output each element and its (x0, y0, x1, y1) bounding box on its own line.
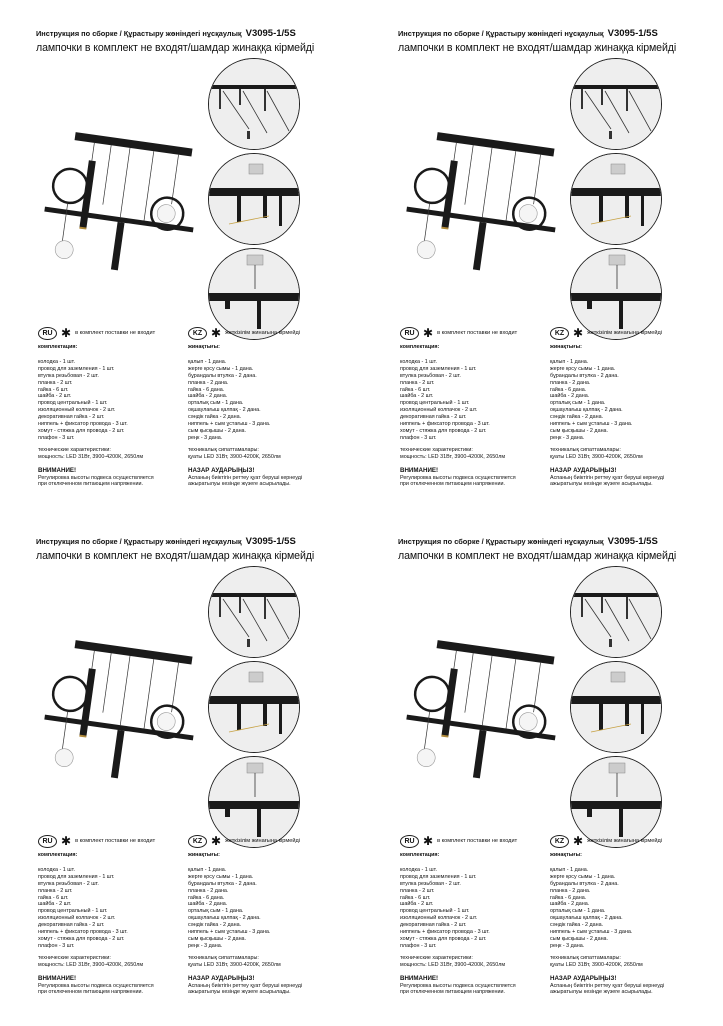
list-item: сәндік гайка - 2 дана. (550, 922, 604, 929)
kz-note: жеткізілім жинағына кірмейді (587, 837, 662, 844)
list-item: плафон - 3 шт. (38, 942, 75, 949)
list-item: орталық сым - 1 дана. (188, 908, 244, 915)
asterisk-icon: ✱ (211, 325, 222, 340)
list-item: колодка - 1 шт. (400, 358, 437, 365)
instruction-sheet (398, 28, 723, 518)
kz-warning-title: НАЗАР АУДАРЫҢЫЗ! (188, 974, 255, 982)
list-item: жерге қосу сымы - 1 дана. (550, 365, 616, 372)
kz-badge: KZ (550, 835, 569, 848)
list-item: шайба - 2 шт. (38, 393, 72, 400)
list-item: орталық сым - 1 дана. (550, 908, 606, 915)
ru-warning-title: ВНИМАНИЕ! (400, 974, 439, 982)
bulbs-note: лампочки в комплект не входят/шамдар жинаққа кірмейді (398, 550, 677, 562)
kz-warning-line: Аспаның биіктігін реттеу қуат беруші кернеуді (188, 474, 303, 481)
list-item: реңк - 3 дана. (550, 942, 585, 949)
ru-warning-title: ВНИМАНИЕ! (38, 466, 77, 474)
kz-badge: KZ (188, 835, 207, 848)
list-item: сәндік гайка - 2 дана. (188, 922, 242, 929)
sheet-header (36, 536, 376, 562)
detail-circle-top (208, 58, 300, 150)
list-item: гайка - 6 шт. (38, 894, 69, 901)
sheet-header (36, 28, 376, 54)
kz-warning-line: ажыратылуы кезінде жүзеге асырылады. (550, 481, 653, 488)
kz-note: жеткізілім жинағына кірмейді (587, 329, 662, 336)
kz-spec-value: қуаты LED 31Вт, 3900-4200К, 2650лм (188, 961, 281, 968)
bulbs-note: лампочки в комплект не входят/шамдар жинаққа кірмейді (398, 42, 677, 54)
ru-spec-value: мощность: LED 31Вт, 3900-4200К, 2650лм (38, 961, 144, 968)
ru-spec-value: мощность: LED 31Вт, 3900-4200К, 2650лм (38, 453, 144, 460)
asterisk-icon: ✱ (61, 325, 72, 340)
kz-spec-value: қуаты LED 31Вт, 3900-4200К, 2650лм (550, 961, 643, 968)
kz-warning-line: Аспаның биіктігін реттеу қуат беруші кернеуді (188, 982, 303, 989)
list-item: колодка - 1 шт. (38, 866, 75, 873)
kz-note: жеткізілім жинағына кірмейді (225, 837, 300, 844)
ru-badge: RU (38, 835, 57, 848)
list-item: хомут - стяжка для провода - 2 шт. (38, 935, 125, 942)
list-item: шайба - 2 дана. (188, 901, 228, 908)
model-code: V3095-1/5S (607, 536, 658, 547)
list-item: провод для заземления - 1 шт. (38, 873, 115, 880)
list-item: плафон - 3 шт. (400, 942, 437, 949)
ru-spec-value: мощность: LED 31Вт, 3900-4200К, 2650лм (400, 961, 506, 968)
detail-circle-middle (208, 153, 300, 245)
ru-spec-title: технические характеристики: (400, 446, 473, 453)
detail-circle-top (208, 566, 300, 658)
kz-contents-title: жинақтығы: (188, 344, 220, 350)
list-item: оқшаулағыш қалпақ - 2 дана. (188, 915, 261, 922)
bulbs-note: лампочки в комплект не входят/шамдар жинаққа кірмейді (36, 42, 315, 54)
header-title: Инструкция по сборке / Құрастыру жөніндегі нұсқаулық (398, 537, 604, 546)
bulbs-note: лампочки в комплект не входят/шамдар жинаққа кірмейді (36, 550, 315, 562)
list-item: бұрандалы втулка - 2 дана. (550, 880, 619, 887)
list-item: провод центральный - 1 шт. (400, 908, 470, 915)
kz-warning-line: Аспаның биіктігін реттеу қуат беруші кернеуді (550, 474, 665, 481)
kz-contents-title: жинақтығы: (550, 852, 582, 858)
list-item: ниппель + фиксатор провода - 3 шт. (38, 421, 128, 428)
ru-items (38, 867, 198, 950)
kz-note: жеткізілім жинағына кірмейді (225, 329, 300, 336)
ru-spec-title: технические характеристики: (38, 446, 111, 453)
list-item: қалып - 1 дана. (550, 358, 589, 365)
specification-block (398, 834, 723, 1026)
kz-warning-title: НАЗАР АУДАРЫҢЫЗ! (550, 466, 617, 474)
specification-block (398, 326, 723, 518)
ru-warning-line: Регулировка высоты подвеса осуществляется (38, 982, 154, 989)
list-item: ниппель + фиксатор провода - 3 шт. (400, 929, 490, 936)
list-item: провод для заземления - 1 шт. (400, 365, 477, 372)
ru-note: в комплект поставки не входит (437, 329, 518, 336)
ru-note: в комплект поставки не входит (437, 837, 518, 844)
kz-spec-title: техникалық сипаттамалары: (550, 446, 621, 453)
list-item: қалып - 1 дана. (550, 866, 589, 873)
list-item: гайка - 6 дана. (550, 386, 587, 393)
asterisk-icon: ✱ (61, 833, 72, 848)
list-item: провод для заземления - 1 шт. (400, 873, 477, 880)
list-item: сым қысқышы - 2 дана. (188, 935, 247, 942)
ru-warning-line: Регулировка высоты подвеса осуществляется (400, 474, 516, 481)
sheet-header (398, 536, 723, 562)
list-item: жерге қосу сымы - 1 дана. (188, 873, 254, 880)
ru-contents-title: комплектация: (38, 344, 78, 350)
list-item: гайка - 6 шт. (38, 386, 69, 393)
lamp-illustration (398, 78, 588, 308)
list-item: плафон - 3 шт. (400, 434, 437, 441)
list-item: хомут - стяжка для провода - 2 шт. (400, 935, 487, 942)
kz-column (550, 326, 720, 488)
ru-items (38, 359, 198, 442)
list-item: планка - 2 шт. (38, 379, 73, 386)
list-item: жерге қосу сымы - 1 дана. (550, 873, 616, 880)
ru-spec-title: технические характеристики: (38, 954, 111, 961)
kz-column (188, 834, 358, 996)
detail-circle-top (570, 566, 662, 658)
list-item: гайка - 6 шт. (400, 386, 431, 393)
list-item: втулка резьбовая - 2 шт. (38, 880, 99, 887)
kz-contents-title: жинақтығы: (550, 344, 582, 350)
ru-contents-title: комплектация: (38, 852, 78, 858)
ru-warning-line: Регулировка высоты подвеса осуществляется (400, 982, 516, 989)
header-title: Инструкция по сборке / Құрастыру жөніндегі нұсқаулық (398, 29, 604, 38)
sheet-header (398, 28, 723, 54)
list-item: плафон - 3 шт. (38, 434, 75, 441)
ru-warning-line: при отключенном питающем напряжении. (400, 481, 506, 488)
instruction-sheet (398, 536, 723, 1026)
kz-column (550, 834, 720, 996)
kz-spec-value: қуаты LED 31Вт, 3900-4200К, 2650лм (188, 453, 281, 460)
asterisk-icon: ✱ (423, 325, 434, 340)
asterisk-icon: ✱ (573, 833, 584, 848)
kz-warning-line: Аспаның биіктігін реттеу қуат беруші кернеуді (550, 982, 665, 989)
detail-circle-middle (570, 661, 662, 753)
list-item: изоляционный колпачок - 2 шт. (38, 407, 116, 414)
list-item: реңк - 3 дана. (550, 434, 585, 441)
list-item: ниппель + фиксатор провода - 3 шт. (400, 421, 490, 428)
list-item: шайба - 2 шт. (400, 901, 434, 908)
list-item: бұрандалы втулка - 2 дана. (550, 372, 619, 379)
kz-spec-title: техникалық сипаттамалары: (188, 954, 259, 961)
ru-contents-title: комплектация: (400, 344, 440, 350)
list-item: сым қысқышы - 2 дана. (550, 935, 609, 942)
kz-contents-title: жинақтығы: (188, 852, 220, 858)
model-code: V3095-1/5S (245, 28, 296, 39)
ru-badge: RU (38, 327, 57, 340)
header-title: Инструкция по сборке / Құрастыру жөніндегі нұсқаулық (36, 537, 242, 546)
ru-note: в комплект поставки не входит (75, 329, 156, 336)
list-item: изоляционный колпачок - 2 шт. (400, 407, 478, 414)
list-item: жерге қосу сымы - 1 дана. (188, 365, 254, 372)
kz-spec-title: техникалық сипаттамалары: (188, 446, 259, 453)
kz-badge: KZ (188, 327, 207, 340)
list-item: планка - 2 дана. (550, 379, 591, 386)
list-item: шайба - 2 дана. (550, 393, 590, 400)
ru-spec-title: технические характеристики: (400, 954, 473, 961)
list-item: втулка резьбовая - 2 шт. (400, 372, 461, 379)
list-item: қалып - 1 дана. (188, 866, 227, 873)
model-code: V3095-1/5S (245, 536, 296, 547)
list-item: декоративная гайка - 2 шт. (400, 414, 467, 421)
detail-circle-middle (208, 661, 300, 753)
kz-items (188, 359, 358, 442)
list-item: сәндік гайка - 2 дана. (188, 414, 242, 421)
list-item: планка - 2 дана. (550, 887, 591, 894)
list-item: изоляционный колпачок - 2 шт. (38, 915, 116, 922)
ru-column (400, 326, 560, 488)
specification-block (36, 834, 376, 1026)
ru-warning-title: ВНИМАНИЕ! (400, 466, 439, 474)
list-item: втулка резьбовая - 2 шт. (400, 880, 461, 887)
list-item: оқшаулағыш қалпақ - 2 дана. (550, 407, 623, 414)
list-item: шайба - 2 шт. (38, 901, 72, 908)
instruction-sheet (36, 536, 376, 1026)
list-item: планка - 2 дана. (188, 887, 229, 894)
list-item: провод для заземления - 1 шт. (38, 365, 115, 372)
list-item: сым қысқышы - 2 дана. (188, 427, 247, 434)
asterisk-icon: ✱ (423, 833, 434, 848)
ru-badge: RU (400, 327, 419, 340)
list-item: реңк - 3 дана. (188, 942, 223, 949)
list-item: декоративная гайка - 2 шт. (400, 922, 467, 929)
list-item: планка - 2 шт. (400, 379, 435, 386)
list-item: ниппель + сым ұстағыш - 3 дана. (188, 929, 271, 936)
list-item: хомут - стяжка для провода - 2 шт. (38, 427, 125, 434)
list-item: шайба - 2 дана. (550, 901, 590, 908)
lamp-illustration (398, 586, 588, 816)
list-item: колодка - 1 шт. (38, 358, 75, 365)
kz-items (188, 867, 358, 950)
ru-note: в комплект поставки не входит (75, 837, 156, 844)
list-item: декоративная гайка - 2 шт. (38, 414, 105, 421)
kz-warning-title: НАЗАР АУДАРЫҢЫЗ! (550, 974, 617, 982)
list-item: ниппель + сым ұстағыш - 3 дана. (550, 929, 633, 936)
kz-column (188, 326, 358, 488)
ru-warning-line: при отключенном питающем напряжении. (400, 989, 506, 996)
kz-warning-line: ажыратылуы кезінде жүзеге асырылады. (188, 989, 291, 996)
specification-block (36, 326, 376, 518)
ru-column (38, 834, 198, 996)
detail-circle-middle (570, 153, 662, 245)
list-item: изоляционный колпачок - 2 шт. (400, 915, 478, 922)
list-item: орталық сым - 1 дана. (188, 400, 244, 407)
ru-badge: RU (400, 835, 419, 848)
ru-spec-value: мощность: LED 31Вт, 3900-4200К, 2650лм (400, 453, 506, 460)
ru-contents-title: комплектация: (400, 852, 440, 858)
list-item: провод центральный - 1 шт. (400, 400, 470, 407)
ru-column (400, 834, 560, 996)
kz-items (550, 359, 720, 442)
ru-items (400, 359, 560, 442)
lamp-illustration (36, 78, 226, 308)
list-item: бұрандалы втулка - 2 дана. (188, 372, 257, 379)
lamp-illustration (36, 586, 226, 816)
instruction-sheet (36, 28, 376, 518)
list-item: колодка - 1 шт. (400, 866, 437, 873)
kz-items (550, 867, 720, 950)
list-item: орталық сым - 1 дана. (550, 400, 606, 407)
kz-spec-title: техникалық сипаттамалары: (550, 954, 621, 961)
list-item: планка - 2 шт. (38, 887, 73, 894)
kz-warning-title: НАЗАР АУДАРЫҢЫЗ! (188, 466, 255, 474)
ru-warning-line: Регулировка высоты подвеса осуществляется (38, 474, 154, 481)
list-item: планка - 2 дана. (188, 379, 229, 386)
list-item: ниппель + сым ұстағыш - 3 дана. (550, 421, 633, 428)
header-title: Инструкция по сборке / Құрастыру жөніндегі нұсқаулық (36, 29, 242, 38)
kz-badge: KZ (550, 327, 569, 340)
asterisk-icon: ✱ (573, 325, 584, 340)
ru-column (38, 326, 198, 488)
list-item: оқшаулағыш қалпақ - 2 дана. (550, 915, 623, 922)
list-item: хомут - стяжка для провода - 2 шт. (400, 427, 487, 434)
list-item: ниппель + фиксатор провода - 3 шт. (38, 929, 128, 936)
list-item: шайба - 2 шт. (400, 393, 434, 400)
kz-warning-line: ажыратылуы кезінде жүзеге асырылады. (550, 989, 653, 996)
list-item: оқшаулағыш қалпақ - 2 дана. (188, 407, 261, 414)
detail-circle-top (570, 58, 662, 150)
list-item: гайка - 6 дана. (550, 894, 587, 901)
list-item: гайка - 6 шт. (400, 894, 431, 901)
list-item: планка - 2 шт. (400, 887, 435, 894)
list-item: шайба - 2 дана. (188, 393, 228, 400)
list-item: декоративная гайка - 2 шт. (38, 922, 105, 929)
list-item: бұрандалы втулка - 2 дана. (188, 880, 257, 887)
list-item: провод центральный - 1 шт. (38, 400, 108, 407)
list-item: реңк - 3 дана. (188, 434, 223, 441)
ru-warning-line: при отключенном питающем напряжении. (38, 481, 144, 488)
list-item: сәндік гайка - 2 дана. (550, 414, 604, 421)
list-item: втулка резьбовая - 2 шт. (38, 372, 99, 379)
list-item: ниппель + сым ұстағыш - 3 дана. (188, 421, 271, 428)
kz-spec-value: қуаты LED 31Вт, 3900-4200К, 2650лм (550, 453, 643, 460)
list-item: қалып - 1 дана. (188, 358, 227, 365)
list-item: гайка - 6 дана. (188, 386, 225, 393)
ru-warning-line: при отключенном питающем напряжении. (38, 989, 144, 996)
asterisk-icon: ✱ (211, 833, 222, 848)
ru-warning-title: ВНИМАНИЕ! (38, 974, 77, 982)
model-code: V3095-1/5S (607, 28, 658, 39)
list-item: провод центральный - 1 шт. (38, 908, 108, 915)
ru-items (400, 867, 560, 950)
list-item: гайка - 6 дана. (188, 894, 225, 901)
kz-warning-line: ажыратылуы кезінде жүзеге асырылады. (188, 481, 291, 488)
list-item: сым қысқышы - 2 дана. (550, 427, 609, 434)
